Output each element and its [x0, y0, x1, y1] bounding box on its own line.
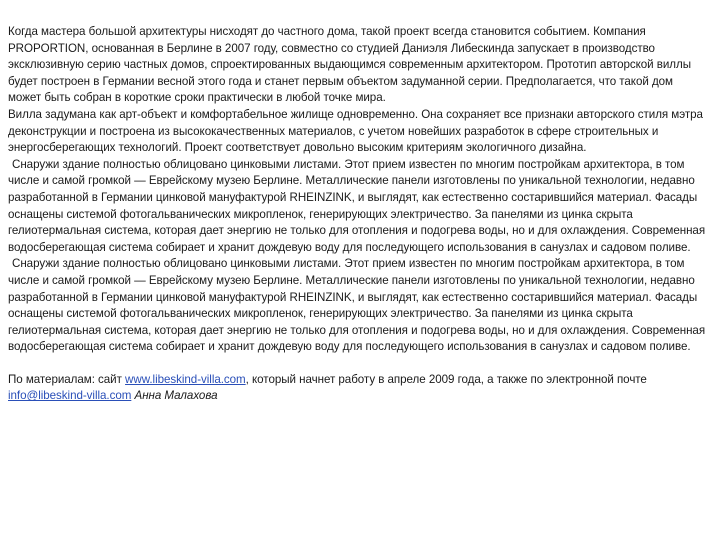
article-body — [8, 24, 708, 405]
facade-paragraph: Снаружи здание полностью облицовано цинковыми листами. Этот прием известен по многим постройкам архитектора, в том числе и самой громкой — Еврейскому музею Берлине. Металлические панели изготовлены по уникальной технологии, недавно разработанной в Германии цинковой мануфактурой RHEINZINK, и выглядят, как естественно состарившийся материал. Фасады оснащены системой фотогальванических микропленок, генерирующих электричество. За панелями из цинка скрыта гелиотермальная система, которая дает энергию не только для отопления и подогрева воды, но и для охлаждения. Современная водосберегающая система собирает и хранит дождевую воду для последующего использования в санузлах и садовом поливе. — [8, 157, 706, 254]
facade-paragraph-repeat: Снаружи здание полностью облицовано цинковыми листами. Этот прием известен по многим постройкам архитектора, в том числе и самой громкой — Еврейскому музею Берлине. Металлические панели изготовлены по уникальной технологии, недавно разработанной в Германии цинковой мануфактурой RHEINZINK, и выглядят, как естественно состарившийся материал. Фасады оснащены системой фотогальванических микропленок, генерирующих электричество. За панелями из цинка скрыта гелиотермальная система, которая дает энергию не только для отопления и подогрева воды, но и для охлаждения. Современная водосберегающая система собирает и хранит дождевую воду для последующего использования в санузлах и садовом поливе. — [8, 257, 706, 354]
site-link[interactable]: www.libeskind-villa.com — [125, 372, 246, 386]
source-middle: , который начнет работу в апреле 2009 года, а также по электронной почте — [245, 372, 647, 386]
email-link[interactable]: info@libeskind-villa.com — [8, 389, 132, 403]
paragraph-spacer — [8, 356, 708, 372]
author-name: Анна Малахова — [131, 389, 218, 403]
villa-concept-paragraph: Вилла задумана как арт-объект и комфортабельное жилище одновременно. Она сохраняет все признаки авторского стиля мэтра деконструкции и построена из высококачественных материалов, с учетом новейших разработок в сфере строительных и энергосберегающих технологий. Проект соответствует довольно высоким критериям экологичного дизайна. — [8, 107, 703, 155]
source-credit — [8, 372, 708, 405]
source-prefix: По материалам: сайт — [8, 372, 126, 386]
intro-paragraph: Когда мастера большой архитектуры нисходят до частного дома, такой проект всегда становится событием. Компания PROPORTION, основанная в Берлине в 2007 году, совместно со студией Даниэля Либескинда запускает в производство эксклюзивную серию частных домов, спроектированных выдающимся современным архитектором. Прототип авторской виллы будет построен в Германии весной этого года и станет первым объектом задуманной серии. Предполагается, что такой дом может быть собран в короткие сроки практически в любой точке мира. — [8, 25, 692, 105]
